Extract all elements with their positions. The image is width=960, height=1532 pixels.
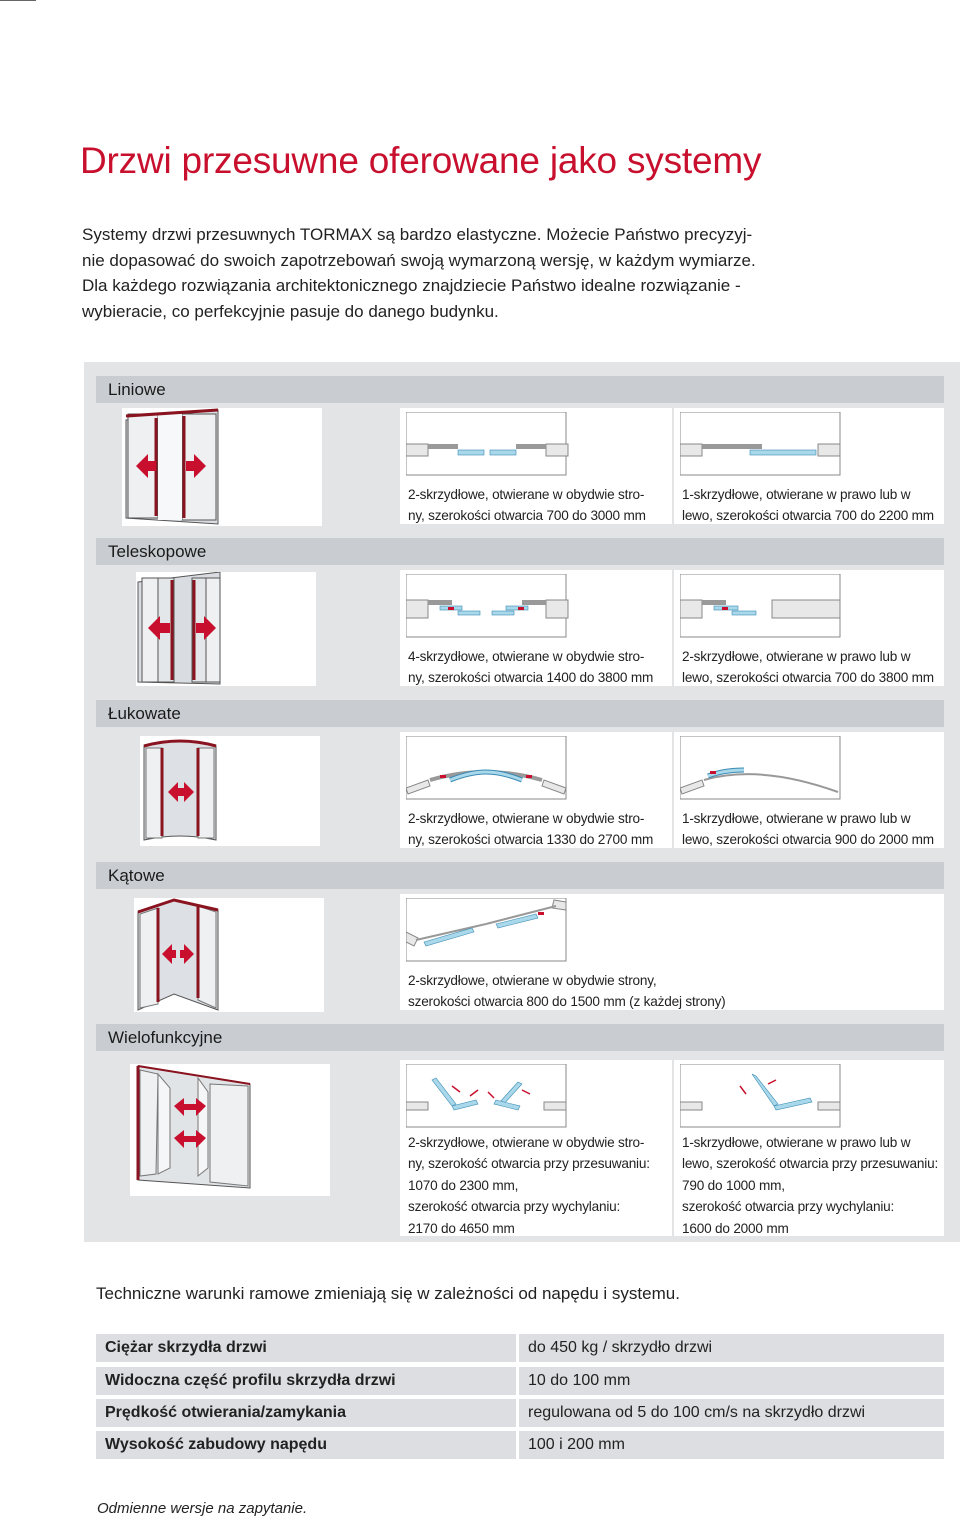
section-title: Łukowate — [108, 704, 181, 723]
spec-value: 100 i 200 mm — [519, 1431, 944, 1459]
page-title: Drzwi przesuwne oferowane jako systemy — [80, 140, 762, 181]
spec-row — [96, 1431, 944, 1459]
option-line: lewo, szerokości otwarcia 900 do 2000 mm — [682, 832, 934, 848]
option-line: 2-skrzydłowe, otwierane w prawo lub w — [682, 649, 911, 664]
multifunction-2-leaf-diagram — [406, 1064, 668, 1133]
option-line: ny, szerokości otwarcia 1400 do 3800 mm — [408, 670, 654, 686]
telescopic-door-photo — [136, 572, 316, 686]
linear-door-photo — [122, 408, 322, 526]
angled-door-photo — [134, 898, 324, 1012]
option-line: szerokości otwarcia 800 do 1500 mm (z każdej strony) — [408, 994, 726, 1010]
option-line: 1-skrzydłowe, otwierane w prawo lub w — [682, 811, 911, 826]
intro-paragraph — [82, 222, 782, 324]
option-line: 1600 do 2000 mm — [682, 1220, 789, 1236]
option-line: ny, szerokości otwarcia 700 do 3000 mm — [408, 508, 646, 524]
telescopic-2-leaf-diagram — [680, 574, 942, 643]
option-cell — [400, 408, 672, 524]
spec-row — [96, 1367, 944, 1395]
option-cell — [400, 894, 944, 1010]
spec-row — [96, 1399, 944, 1427]
spec-value: 10 do 100 mm — [519, 1367, 944, 1395]
option-description — [408, 808, 653, 851]
spec-label: Widoczna część profilu skrzydła drzwi — [96, 1367, 516, 1395]
corner-rule — [0, 0, 36, 1]
option-description — [408, 970, 726, 1013]
section-title: Liniowe — [108, 380, 166, 399]
section-header — [96, 862, 944, 889]
intro-line: Systemy drzwi przesuwnych TORMAX są bardzo elastyczne. Możecie Państwo precyzyj- — [82, 225, 753, 244]
section-header — [96, 538, 944, 565]
linear-2-leaf-diagram — [406, 412, 668, 481]
option-cell — [674, 570, 944, 686]
intro-line: nie dopasować do swoich zapotrzebowań swoją wymarzoną wersję, w każdym wymiarze. — [82, 250, 756, 270]
option-line: ny, szerokości otwarcia 1330 do 2700 mm — [408, 832, 654, 848]
option-description — [682, 1132, 938, 1239]
option-description — [408, 646, 653, 689]
option-cell — [400, 570, 672, 686]
option-line: 2-skrzydłowe, otwierane w obydwie stro- — [408, 487, 645, 502]
spec-label: Prędkość otwierania/zamykania — [96, 1399, 516, 1427]
spec-label: Wysokość zabudowy napędu — [96, 1431, 516, 1459]
option-line: szerokość otwarcia przy wychylaniu: — [408, 1199, 621, 1215]
footnote: Odmienne wersje na zapytanie. — [97, 1500, 308, 1517]
option-cell — [674, 1060, 944, 1236]
option-description — [682, 484, 934, 527]
section-multifunction — [96, 1024, 944, 1236]
linear-1-leaf-diagram — [680, 412, 942, 481]
multifunction-door-photo — [130, 1064, 330, 1196]
option-line: lewo, szerokości otwarcia 700 do 3800 mm — [682, 670, 934, 686]
technical-note: Techniczne warunki ramowe zmieniają się w zależności od napędu i systemu. — [96, 1284, 680, 1303]
section-title: Wielofunkcyjne — [108, 1028, 223, 1047]
curved-1-leaf-diagram — [680, 736, 942, 805]
angled-2-leaf-diagram — [406, 898, 668, 967]
intro-line: wybieracie, co perfekcyjnie pasuje do danego budynku. — [82, 301, 499, 321]
section-title: Kątowe — [108, 866, 165, 885]
option-line: 2-skrzydłowe, otwierane w obydwie stro- — [408, 811, 645, 826]
option-line: 1-skrzydłowe, otwierane w prawo lub w — [682, 1135, 911, 1150]
section-title: Teleskopowe — [108, 542, 207, 561]
option-line: 2-skrzydłowe, otwierane w obydwie stro- — [408, 1135, 645, 1150]
option-line: 1-skrzydłowe, otwierane w prawo lub w — [682, 487, 911, 502]
curved-2-leaf-diagram — [406, 736, 668, 805]
section-curved — [96, 700, 944, 848]
option-line: szerokość otwarcia przy wychylaniu: — [682, 1199, 895, 1215]
option-cell — [674, 732, 944, 848]
multifunction-1-leaf-diagram — [680, 1064, 942, 1133]
section-header — [96, 376, 944, 403]
option-line: lewo, szerokości otwarcia 700 do 2200 mm — [682, 508, 934, 524]
option-description — [408, 1132, 650, 1239]
intro-line: Dla każdego rozwiązania architektonicznego znajdziecie Państwo idealne rozwiązanie - — [82, 276, 741, 295]
spec-row — [96, 1334, 944, 1362]
section-angled — [96, 862, 944, 1010]
option-line: 2170 do 4650 mm — [408, 1220, 515, 1236]
option-line: 1070 do 2300 mm, — [408, 1177, 519, 1193]
option-line: lewo, szerokość otwarcia przy przesuwaniu: — [682, 1156, 939, 1172]
section-header — [96, 1024, 944, 1051]
curved-door-photo — [140, 736, 320, 846]
spec-value: regulowana od 5 do 100 cm/s na skrzydło drzwi — [519, 1399, 944, 1427]
spec-value: do 450 kg / skrzydło drzwi — [519, 1334, 944, 1362]
option-line: 790 do 1000 mm, — [682, 1177, 785, 1193]
option-description — [682, 646, 934, 689]
option-line: 4-skrzydłowe, otwierane w obydwie stro- — [408, 649, 645, 664]
option-description — [408, 484, 646, 527]
section-header — [96, 700, 944, 727]
option-description — [682, 808, 934, 851]
option-cell — [400, 1060, 672, 1236]
section-telescopic — [96, 538, 944, 686]
option-cell — [674, 408, 944, 524]
telescopic-4-leaf-diagram — [406, 574, 668, 643]
option-cell — [400, 732, 672, 848]
spec-label: Ciężar skrzydła drzwi — [96, 1334, 516, 1362]
option-line: ny, szerokość otwarcia przy przesuwaniu: — [408, 1156, 650, 1172]
section-linear — [96, 376, 944, 524]
option-line: 2-skrzydłowe, otwierane w obydwie strony, — [408, 973, 657, 988]
